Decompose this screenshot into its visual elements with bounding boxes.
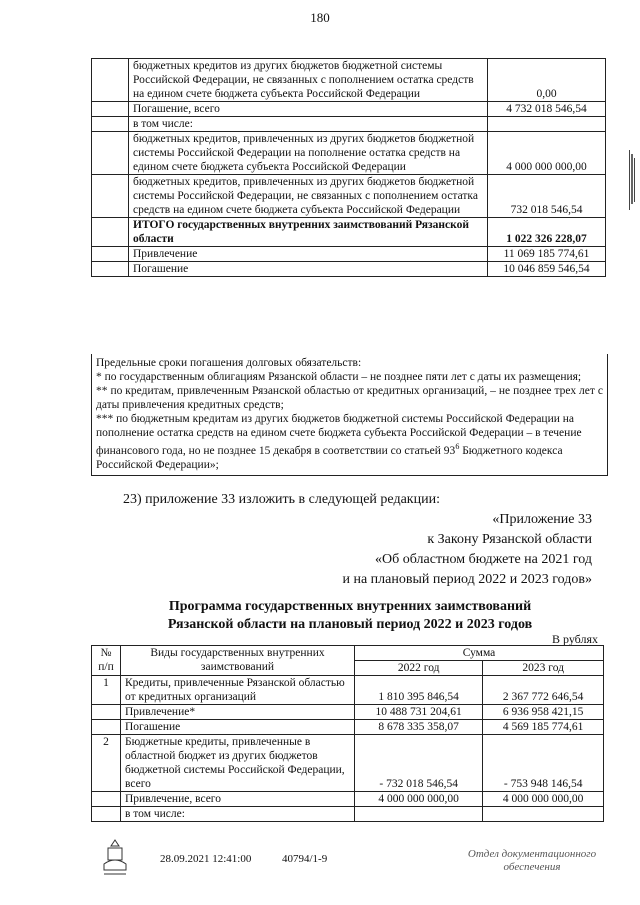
table-cell	[92, 102, 129, 117]
footer-stamp: Отдел документационного обеспечения	[467, 848, 597, 873]
table-cell: 732 018 546,54	[488, 175, 606, 218]
appendix-line-2: к Закону Рязанской области	[427, 532, 592, 547]
table-cell: 4 000 000 000,00	[355, 792, 483, 807]
borrowing-program-table	[91, 645, 604, 822]
table-row	[92, 102, 606, 117]
table-row	[92, 720, 604, 735]
footer-datetime: 28.09.2021 12:41:00	[160, 853, 252, 865]
amendment-item-23: 23) приложение 33 изложить в следующей редакции:	[123, 492, 440, 507]
table-cell	[92, 262, 129, 277]
table-cell	[92, 218, 129, 247]
appendix-line-1: «Приложение 33	[492, 512, 592, 527]
table-cell: 4 000 000 000,00	[483, 792, 604, 807]
table-cell: 1 810 395 846,54	[355, 676, 483, 705]
header-no: № п/п	[92, 646, 121, 676]
table-row	[92, 735, 604, 792]
table-cell: 4 000 000 000,00	[488, 132, 606, 175]
table-cell: Погашение	[121, 720, 355, 735]
table-cell	[92, 175, 129, 218]
table-cell: 2 367 772 646,54	[483, 676, 604, 705]
table-cell: Погашение	[129, 262, 488, 277]
table-cell: 6 936 958 421,15	[483, 705, 604, 720]
table-cell: бюджетных кредитов, привлеченных из других бюджетов бюджетной системы Российской Федерации на пополнение остатка средств на едином счете бюджета субъекта Российской Федерации	[129, 132, 488, 175]
table-cell: 10 488 731 204,61	[355, 705, 483, 720]
table-cell	[355, 807, 483, 822]
table-cell: в том числе:	[121, 807, 355, 822]
table-cell: 4 569 185 774,61	[483, 720, 604, 735]
table-cell: 10 046 859 546,54	[488, 262, 606, 277]
table-cell: бюджетных кредитов из других бюджетов бюджетной системы Российской Федерации, не связанных с пополнением остатка средств на едином счете бюджета субъекта Российской Федерации	[129, 59, 488, 102]
table-cell	[92, 807, 121, 822]
table-row	[92, 175, 606, 218]
table-row	[92, 132, 606, 175]
table-cell: Привлечение, всего	[121, 792, 355, 807]
table-cell: 0,00	[488, 59, 606, 102]
header-kinds: Виды государственных внутренних заимствований	[121, 646, 355, 676]
table-cell: - 732 018 546,54	[355, 735, 483, 792]
table-row	[92, 59, 606, 102]
header-sum: Сумма	[355, 646, 604, 661]
appendix-line-3: «Об областном бюджете на 2021 год	[375, 552, 592, 567]
table-header-row	[92, 646, 604, 661]
table-cell: 8 678 335 358,07	[355, 720, 483, 735]
note-bonds: * по государственным облигациям Рязанской области – не позднее пяти лет с даты их размещения;	[96, 371, 582, 383]
table-cell: - 753 948 146,54	[483, 735, 604, 792]
emblem-logo	[100, 836, 130, 878]
table-row	[92, 792, 604, 807]
table-row	[92, 807, 604, 822]
table-cell: Погашение, всего	[129, 102, 488, 117]
table-cell	[92, 792, 121, 807]
table-cell: Привлечение	[129, 247, 488, 262]
repayment-notes	[91, 354, 608, 476]
table-cell	[92, 132, 129, 175]
table-row	[92, 262, 606, 277]
unit-label: В рублях	[551, 632, 598, 646]
table-cell: 2	[92, 735, 121, 792]
table-cell: 1	[92, 676, 121, 705]
table-row	[92, 705, 604, 720]
table-cell: 4 732 018 546,54	[488, 102, 606, 117]
table-cell: в том числе:	[129, 117, 488, 132]
scan-barcode-mark	[628, 150, 636, 210]
table-row	[92, 247, 606, 262]
table-cell	[92, 247, 129, 262]
notes-heading: Предельные сроки погашения долговых обязательств:	[96, 357, 362, 369]
page-number: 180	[310, 10, 330, 25]
table-row	[92, 117, 606, 132]
footer-code: 40794/1-9	[282, 853, 328, 865]
header-2023: 2023 год	[483, 661, 604, 676]
table-cell: 11 069 185 774,61	[488, 247, 606, 262]
note-budget-credits: *** по бюджетным кредитам из других бюджетов бюджетной системы Российской Федерации на пополнение остатка средств на едином счете бюджета субъекта Российской Федерации – в течение финансового года, но не позднее 15 декабря в соответствии со статьей $93^6$ Бюджетного кодекса Российской Федерации»;	[96, 413, 582, 471]
appendix-heading	[342, 510, 592, 590]
table-row	[92, 676, 604, 705]
borrowings-table-continued	[91, 58, 606, 277]
table-cell: 1 022 326 228,07	[488, 218, 606, 247]
table-cell: Бюджетные кредиты, привлеченные в областной бюджет из других бюджетов бюджетной системы Российской Федерации, всего	[121, 735, 355, 792]
table-cell	[488, 117, 606, 132]
table-cell: Кредиты, привлеченные Рязанской областью от кредитных организаций	[121, 676, 355, 705]
table-cell	[92, 59, 129, 102]
table-cell	[483, 807, 604, 822]
header-2022: 2022 год	[355, 661, 483, 676]
table-cell: ИТОГО государственных внутренних заимствований Рязанской области	[129, 218, 488, 247]
program-title: Программа государственных внутренних заимствований Рязанской области на плановый период 2022 и 2023 годов	[167, 599, 533, 632]
table-cell	[92, 117, 129, 132]
table-cell	[92, 720, 121, 735]
table-cell	[92, 705, 121, 720]
appendix-line-4: и на плановый период 2022 и 2023 годов»	[342, 572, 592, 587]
table-row	[92, 218, 606, 247]
table-cell: Привлечение*	[121, 705, 355, 720]
note-credit-orgs: ** по кредитам, привлеченным Рязанской областью от кредитных организаций, – не позднее трех лет с даты привлечения кредитных средств;	[96, 385, 603, 411]
table-cell: бюджетных кредитов, привлеченных из других бюджетов бюджетной системы Российской Федерации, не связанных с пополнением остатка средств на едином счете бюджета субъекта Российской Федерации	[129, 175, 488, 218]
